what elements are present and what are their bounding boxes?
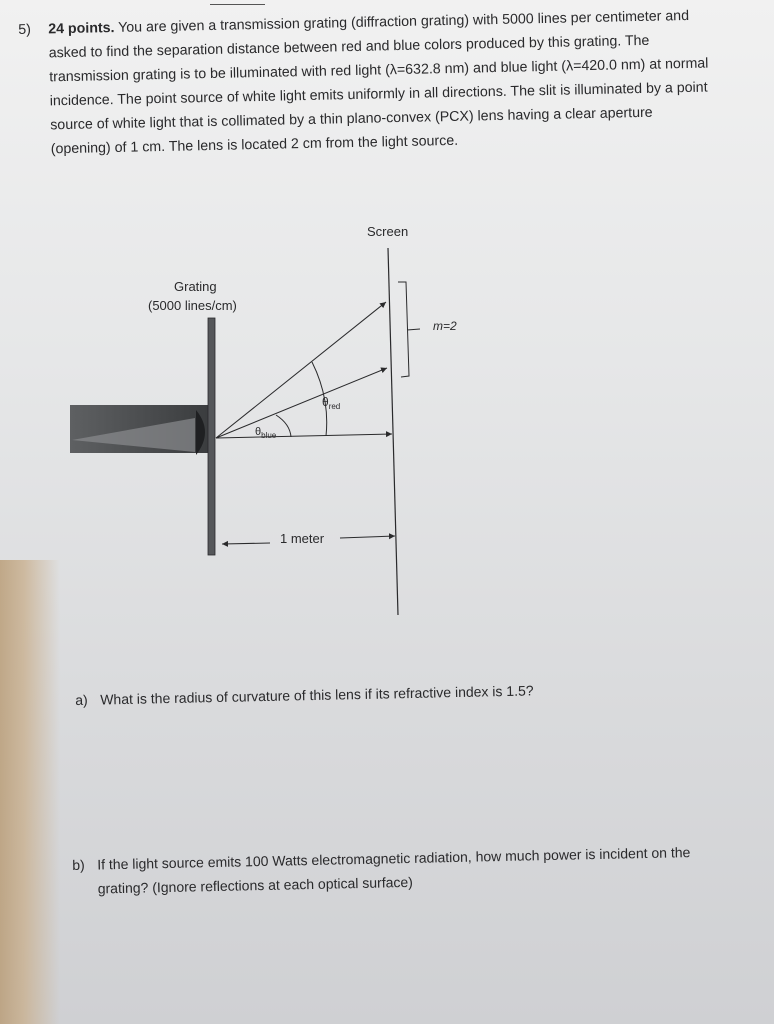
red-ray xyxy=(216,302,386,438)
problem-points: 24 points. xyxy=(48,19,115,38)
blue-ray xyxy=(216,368,387,438)
grating-plate xyxy=(208,318,215,555)
problem-number: 5) xyxy=(18,21,32,38)
theta-blue-arc xyxy=(276,415,291,437)
grating-label-line2: (5000 lines/cm) xyxy=(148,298,237,313)
theta-blue-label xyxy=(255,426,277,440)
theta-red-label xyxy=(322,395,340,411)
order-bracket xyxy=(398,282,420,377)
screen-label: Screen xyxy=(367,224,409,239)
distance-arrow-right xyxy=(340,536,395,538)
theta-red-subscript: red xyxy=(328,402,341,411)
theta-blue-subscript: blue xyxy=(261,431,277,440)
distance-arrow-left xyxy=(222,543,270,544)
part-a-label: a) xyxy=(75,691,88,708)
theta-red-symbol: θ xyxy=(322,395,329,409)
central-axis xyxy=(216,434,392,438)
problem-text: You are given a transmission grating (diffraction grating) with 5000 lines per centimeter and asked to find the separation distance between red and blue colors produced by this grating. The transmission grating is to be illuminated with red light (λ=632.8 nm) and blue light (λ=420.0 nm) at normal incidence. The point source of white light emits uniformly in all directions. The slit is illuminated by a point source of white light that is collimated by a thin plano-convex (PCX) lens having a clear aperture (opening) of 1 cm. The lens is located 2 cm from the light source. xyxy=(48,7,709,158)
screen-line xyxy=(388,248,398,615)
part-b-text: If the light source emits 100 Watts electromagnetic radiation, how much power is incident on the grating? (Ignore reflections at each optical surface) xyxy=(97,844,691,897)
part-a-text: What is the radius of curvature of this lens if its refractive index is 1.5? xyxy=(100,682,534,708)
order-label: m=2 xyxy=(433,319,457,333)
grating-label-line1: Grating xyxy=(174,279,217,294)
part-b-label: b) xyxy=(72,856,85,873)
theta-blue-symbol: θ xyxy=(255,426,262,438)
distance-label: 1 meter xyxy=(280,531,325,546)
